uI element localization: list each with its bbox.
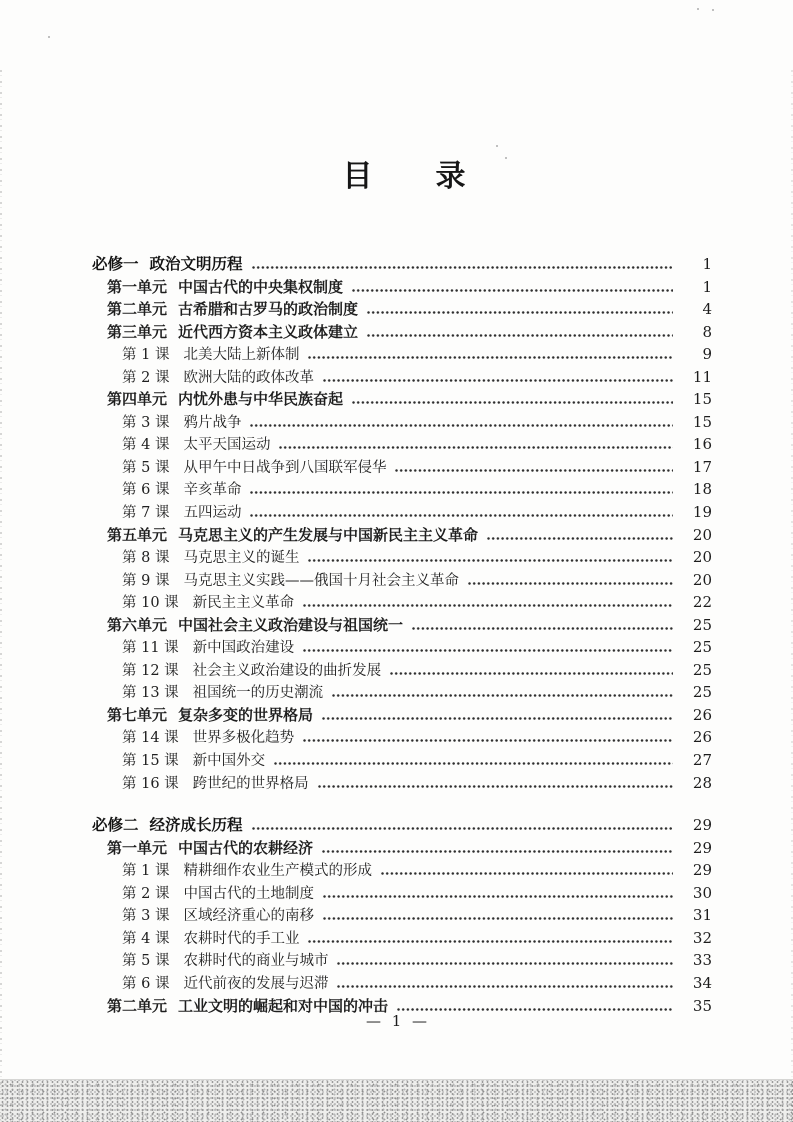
toc-entry-page-number: 25: [692, 615, 712, 634]
toc-entry-page-number: 26: [692, 728, 712, 747]
toc-row-unit: [0, 614, 712, 637]
dotted-leader: [250, 491, 673, 494]
dotted-leader: [323, 379, 673, 382]
toc-row-lesson: [0, 366, 712, 389]
toc-row-lesson: [0, 569, 712, 592]
toc-entry-label: 第 4 课: [122, 930, 170, 947]
toc-entry-page-number: 31: [692, 906, 712, 925]
toc-row-part: [0, 253, 712, 276]
toc-entry-title: 近代西方资本主义政体建立: [178, 323, 359, 341]
toc-entry-title: 区域经济重心的南移: [183, 908, 314, 925]
scan-speck: [505, 157, 507, 159]
toc-entry-page-number: 8: [702, 322, 712, 341]
toc-row-lesson: [0, 456, 712, 479]
toc-entry-label: 第 3 课: [122, 908, 170, 925]
toc-entry-title: 古希腊和古罗马的政治制度: [178, 301, 359, 319]
toc-entry-page-number: 35: [692, 996, 712, 1015]
toc-entry-title: 内忧外患与中华民族奋起: [178, 391, 344, 409]
dotted-leader: [252, 266, 673, 269]
dotted-leader: [468, 582, 673, 585]
toc-entry-page-number: 25: [692, 660, 712, 679]
toc-row-lesson: [0, 882, 712, 905]
dotted-leader: [367, 334, 673, 337]
toc-entry-label: 第 11 课: [122, 640, 179, 657]
dotted-leader: [252, 827, 673, 830]
toc-entry-page-number: 30: [692, 883, 712, 902]
toc-row-lesson: [0, 343, 712, 366]
toc-entry-label: 第二单元: [107, 301, 168, 319]
scan-speck: [697, 8, 699, 10]
dotted-leader: [322, 717, 673, 720]
toc-entry-page-number: 17: [692, 457, 712, 476]
toc-entry-page-number: 20: [692, 525, 712, 544]
toc-entry-label: 第 13 课: [122, 685, 179, 702]
toc-entry-page-number: 1: [702, 255, 712, 273]
scanner-noise-band: [0, 1079, 793, 1122]
toc-row-lesson: [0, 749, 712, 772]
dotted-leader: [308, 356, 673, 359]
toc-entry-label: 第 8 课: [122, 550, 170, 567]
toc-entry-label: 第 10 课: [122, 595, 179, 612]
toc-entry-page-number: 19: [692, 503, 712, 522]
toc-entry-label: 第 4 课: [122, 437, 170, 454]
toc-entry-label: 第一单元: [107, 278, 168, 296]
toc-entry-page-number: 29: [692, 838, 712, 857]
toc-row-unit: [0, 276, 712, 299]
toc-entry-page-number: 11: [692, 367, 712, 386]
toc-row-unit: [0, 321, 712, 344]
toc-entry-title: 农耕时代的手工业: [183, 930, 300, 947]
dotted-leader: [303, 649, 673, 652]
toc-entry-title: 经济成长历程: [149, 817, 243, 835]
toc-entry-page-number: 27: [692, 751, 712, 770]
toc-entry-title: 近代前夜的发展与迟滞: [183, 975, 329, 992]
toc-entry-label: 第 1 课: [122, 347, 170, 364]
toc-row-lesson: [0, 636, 712, 659]
toc-row-unit: [0, 298, 712, 321]
dotted-leader: [279, 446, 673, 449]
dotted-leader: [318, 785, 673, 788]
dotted-leader: [308, 940, 673, 943]
footer-page-number: — 1 —: [365, 1012, 428, 1030]
dotted-leader: [303, 604, 673, 607]
toc-entry-page-number: 18: [692, 480, 712, 499]
toc-entry-label: 必修二: [92, 817, 139, 835]
toc-entry-title: 太平天国运动: [183, 437, 271, 454]
toc-entry-page-number: 4: [702, 300, 712, 319]
toc-entry-title: 新中国外交: [192, 753, 266, 770]
toc-entry-label: 第 1 课: [122, 863, 170, 880]
toc-entry-title: 世界多极化趋势: [192, 730, 295, 747]
toc-row-lesson: [0, 433, 712, 456]
toc-entry-page-number: 20: [692, 570, 712, 589]
page-title: 目 录: [342, 160, 467, 194]
toc-entry-title: 欧洲大陆的政体改革: [183, 369, 314, 386]
dotted-leader: [250, 514, 673, 517]
toc-entry-label: 第 5 课: [122, 459, 170, 476]
toc-row-lesson: [0, 501, 712, 524]
dotted-leader: [332, 694, 673, 697]
toc-entry-title: 辛亥革命: [183, 482, 242, 499]
toc-entry-title: 马克思主义的产生发展与中国新民主主义革命: [178, 526, 479, 544]
dotted-leader: [323, 895, 673, 898]
toc-entry-label: 第 9 课: [122, 572, 170, 589]
toc-entry-page-number: 25: [692, 638, 712, 657]
toc-entry-page-number: 34: [692, 973, 712, 992]
scan-speck: [496, 145, 498, 147]
dotted-leader: [352, 401, 673, 404]
toc-row-lesson: [0, 772, 712, 795]
dotted-leader: [303, 739, 673, 742]
toc-entry-label: 第二单元: [107, 997, 168, 1015]
toc-row-lesson: [0, 949, 712, 972]
toc-row-lesson: [0, 478, 712, 501]
toc-entry-page-number: 32: [692, 928, 712, 947]
toc-entry-title: 从甲午中日战争到八国联军侵华: [183, 459, 387, 476]
toc-entry-title: 五四运动: [183, 505, 242, 522]
toc-entry-page-number: 29: [692, 816, 712, 835]
toc-row-lesson: [0, 726, 712, 749]
dotted-leader: [487, 537, 673, 540]
toc-entry-page-number: 9: [702, 345, 712, 364]
toc-entry-label: 第六单元: [107, 616, 168, 634]
toc-entry-label: 第 7 课: [122, 505, 170, 522]
toc-entry-page-number: 25: [692, 683, 712, 702]
toc-entry-label: 必修一: [92, 256, 139, 273]
toc-entry-label: 第三单元: [107, 323, 168, 341]
toc-row-unit: [0, 388, 712, 411]
toc-entry-page-number: 22: [692, 593, 712, 612]
toc-entry-title: 复杂多变的世界格局: [178, 706, 314, 724]
toc-entry-page-number: 29: [692, 861, 712, 880]
toc-entry-title: 中国古代的土地制度: [183, 885, 314, 902]
toc-entry-label: 第 12 课: [122, 662, 179, 679]
toc-row-lesson: [0, 904, 712, 927]
dotted-leader: [322, 850, 673, 853]
toc-row-lesson: [0, 859, 712, 882]
scan-speck: [712, 9, 714, 11]
toc-row-lesson: [0, 681, 712, 704]
toc-entry-title: 马克思主义的诞生: [183, 550, 300, 567]
toc-entry-label: 第七单元: [107, 706, 168, 724]
toc-row-lesson: [0, 546, 712, 569]
dotted-leader: [367, 311, 673, 314]
toc-entry-label: 第 6 课: [122, 975, 170, 992]
toc-entry-title: 北美大陆上新体制: [183, 347, 300, 364]
toc-entry-title: 跨世纪的世界格局: [192, 775, 309, 792]
toc-entry-label: 第 6 课: [122, 482, 170, 499]
toc-entry-title: 精耕细作农业生产模式的形成: [183, 863, 372, 880]
toc-entry-title: 工业文明的崛起和对中国的冲击: [178, 997, 389, 1015]
dotted-leader: [381, 872, 673, 875]
dotted-leader: [397, 1008, 673, 1011]
toc-entry-label: 第五单元: [107, 526, 168, 544]
toc-row-lesson: [0, 927, 712, 950]
dotted-leader: [337, 962, 673, 965]
toc-row-lesson: [0, 411, 712, 434]
toc-entry-label: 第 15 课: [122, 753, 179, 770]
scan-speck: [48, 36, 50, 38]
dotted-leader: [352, 289, 673, 292]
toc-entry-title: 政治文明历程: [149, 256, 243, 273]
scan-edge-noise-left: [0, 70, 2, 1122]
toc-entry-label: 第 2 课: [122, 369, 170, 386]
toc-entry-page-number: 20: [692, 548, 712, 567]
toc-entry-label: 第四单元: [107, 391, 168, 409]
toc-row-lesson: [0, 659, 712, 682]
dotted-leader: [337, 985, 673, 988]
toc-entry-title: 农耕时代的商业与城市: [183, 953, 329, 970]
toc-entry-title: 中国社会主义政治建设与祖国统一: [178, 616, 404, 634]
toc-list: [0, 253, 712, 1017]
toc-entry-label: 第 5 课: [122, 953, 170, 970]
toc-entry-title: 马克思主义实践——俄国十月社会主义革命: [183, 572, 459, 589]
toc-row-lesson: [0, 972, 712, 995]
toc-entry-page-number: 26: [692, 705, 712, 724]
toc-row-part: [0, 814, 712, 837]
toc-entry-page-number: 28: [692, 773, 712, 792]
toc-entry-label: 第 3 课: [122, 414, 170, 431]
dotted-leader: [395, 469, 673, 472]
toc-entry-title: 祖国统一的历史潮流: [192, 685, 324, 702]
toc-entry-title: 中国古代的农耕经济: [178, 839, 314, 857]
toc-row-unit: [0, 524, 712, 547]
toc-entry-title: 新中国政治建设: [192, 640, 295, 657]
toc-entry-label: 第一单元: [107, 839, 168, 857]
toc-entry-title: 鸦片战争: [183, 414, 242, 431]
dotted-leader: [412, 627, 673, 630]
toc-entry-label: 第 14 课: [122, 730, 179, 747]
dotted-leader: [323, 917, 673, 920]
dotted-leader: [250, 424, 673, 427]
toc-entry-page-number: 33: [692, 951, 712, 970]
dotted-leader: [390, 672, 673, 675]
toc-entry-page-number: 16: [692, 435, 712, 454]
dotted-leader: [274, 762, 673, 765]
toc-row-lesson: [0, 591, 712, 614]
toc-entry-label: 第 2 课: [122, 885, 170, 902]
toc-entry-title: 社会主义政治建设的曲折发展: [192, 662, 382, 679]
toc-entry-page-number: 15: [692, 412, 712, 431]
toc-entry-title: 中国古代的中央集权制度: [178, 278, 344, 296]
toc-row-unit: [0, 704, 712, 727]
toc-entry-label: 第 16 课: [122, 775, 179, 792]
toc-row-unit: [0, 837, 712, 860]
toc-entry-page-number: 1: [702, 277, 712, 296]
toc-entry-title: 新民主主义革命: [192, 595, 295, 612]
toc-entry-page-number: 15: [692, 390, 712, 409]
dotted-leader: [308, 559, 673, 562]
